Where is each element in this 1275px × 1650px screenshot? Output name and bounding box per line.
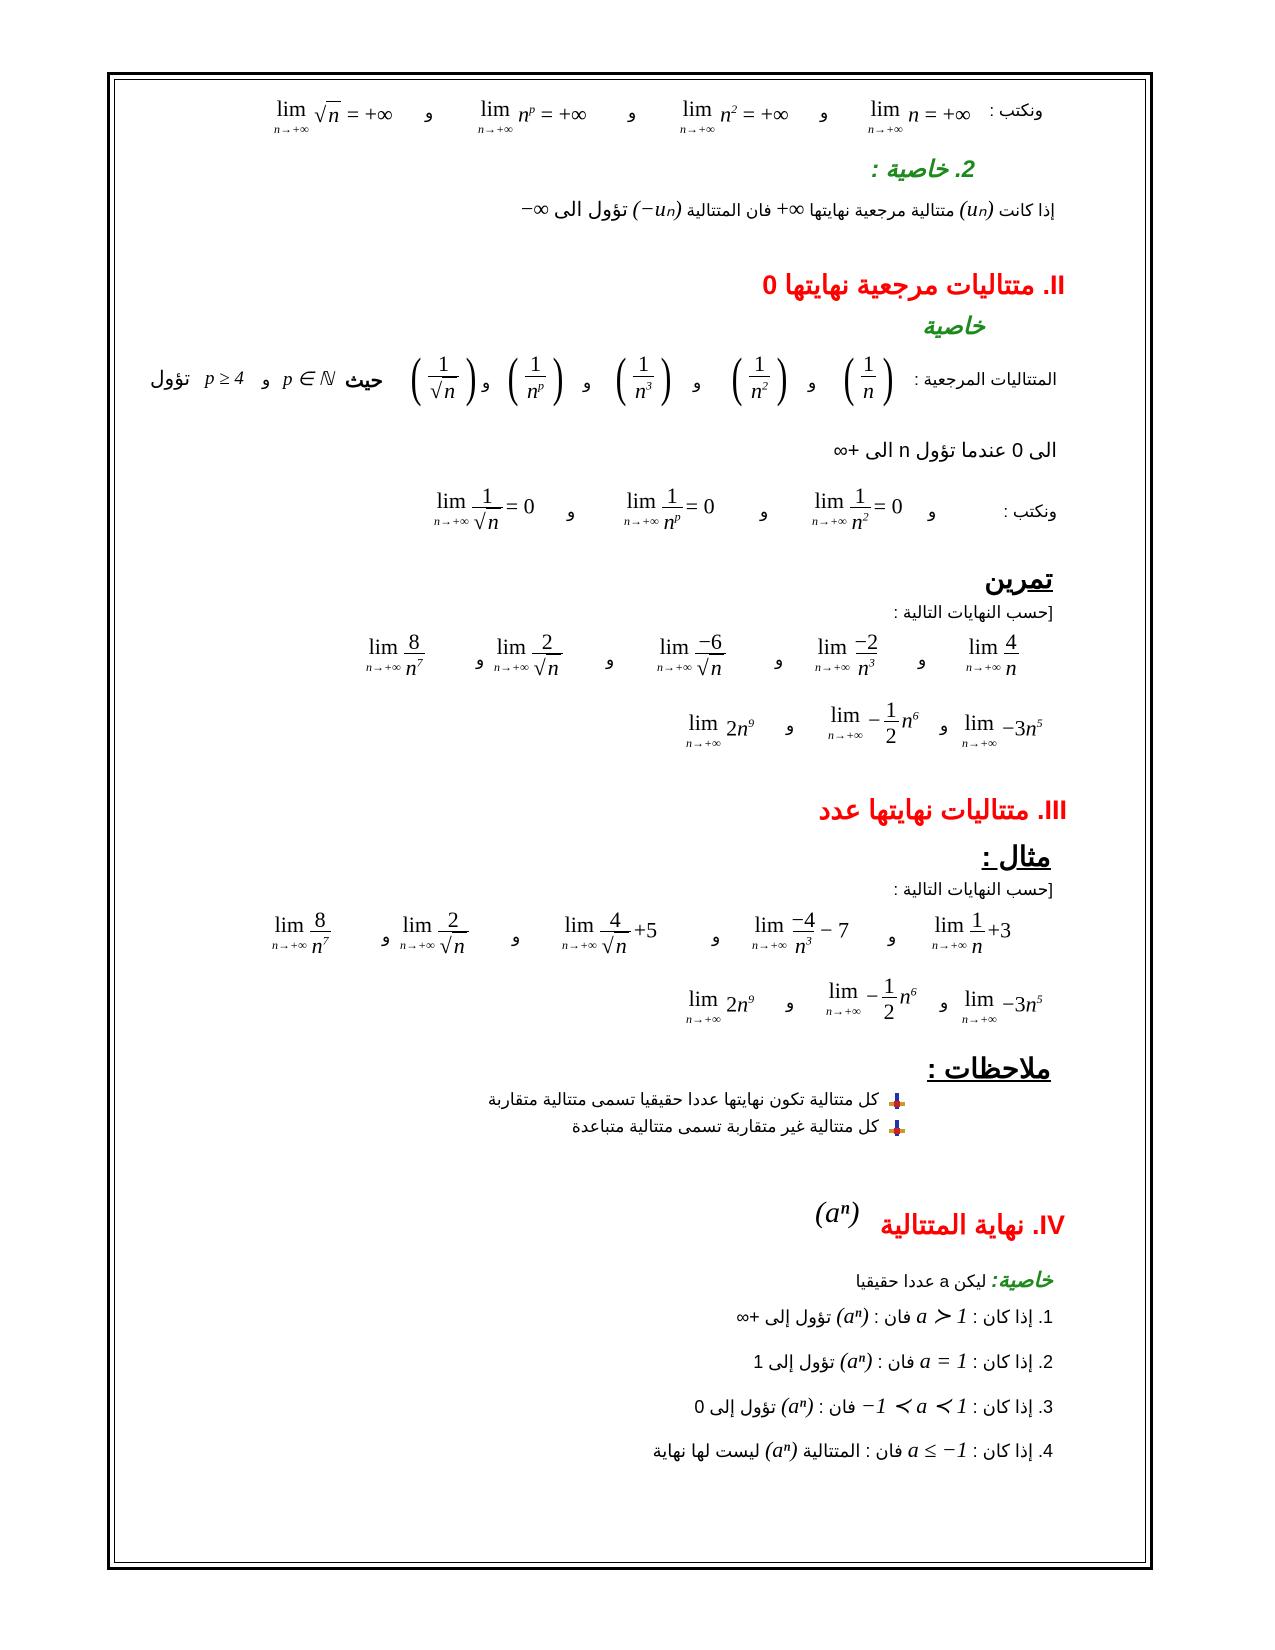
section-4-sequence: (aⁿ): [815, 1196, 860, 1229]
intro-prefix: ونكتب :: [989, 101, 1043, 120]
section-4-property: خاصية: ليكن a عددا حقيقيا: [855, 1269, 1053, 1292]
condition-p-ge-4: p ≥ 4: [205, 368, 244, 389]
exercise-instruction: [حسب النهايات التالية :: [893, 603, 1053, 622]
sequence-1-over-n3: ( $\frac{1}{n^3}$ ): [615, 347, 672, 407]
and-word: و: [940, 993, 949, 1012]
and-word: و: [760, 502, 769, 521]
limit-2-over-sqrtn: lim n→+∞ $\frac{2}{√n}$: [494, 630, 566, 679]
and-word: و: [820, 103, 829, 122]
tend-to-zero-line: الى 0 عندما تؤول n الى +∞: [833, 440, 1057, 462]
note-item: كل متتالية تكون نهايتها عددا حقيقيا تسمى متتالية متقاربة: [488, 1090, 905, 1110]
and-word: و: [693, 373, 702, 392]
and-word: و: [940, 716, 949, 735]
limit-expr: lim n→+∞ $n^p$ = +∞: [478, 96, 587, 136]
limit-expr: lim n→+∞ n = +∞: [868, 96, 971, 136]
limit-1-over-n-plus-3: lim n→+∞ $\frac{1}{n}$ +3: [932, 907, 1012, 959]
and-word: و: [712, 927, 721, 946]
and-word: و: [482, 373, 491, 392]
limit-1-over-n2: lim n→+∞ $\frac{1}{n^2}$ = 0: [812, 483, 903, 535]
limit-2-over-sqrtn: lim n→+∞ $\frac{2}{√n}$: [400, 908, 472, 957]
and-word: و: [606, 650, 615, 669]
limit-2n9: lim n→+∞ $2n^9$: [686, 710, 755, 750]
limit-1-over-np: lim n→+∞ $\frac{1}{n^p}$ = 0: [624, 483, 715, 535]
and-word: و: [775, 650, 784, 669]
limit-minus6-over-sqrtn: lim n→+∞ $\frac{-6}{√n}$: [657, 630, 729, 679]
limit-minus3n5: lim n→+∞ $-3n^5$: [962, 986, 1043, 1026]
and-word: و: [567, 502, 576, 521]
and-word: و: [262, 370, 271, 389]
sequence-1-over-sqrtn: ( $\frac{1}{√n}$ ): [410, 347, 477, 407]
property-2-title: 2. خاصية :: [871, 156, 975, 183]
and-word: و: [918, 650, 927, 669]
note-item: كل متتالية غير متقاربة تسمى متتالية متباعدة: [572, 1117, 905, 1137]
case-item: 2. إذا كان : a = 1 فان : (aⁿ) تؤول إلى 1: [753, 1348, 1053, 1373]
section-3-title: III. متتاليات نهايتها عدد: [818, 795, 1067, 825]
property-2-text: إذا كانت (uₙ) متتالية مرجعية نهايتها +∞ فان المتتالية (−uₙ) تؤول الى −∞: [520, 196, 1055, 221]
and-word: و: [512, 927, 521, 946]
limit-2n9: lim n→+∞ $2n^9$: [686, 986, 755, 1026]
limit-4-over-n: lim n→+∞ $\frac{4}{n}$: [966, 629, 1017, 681]
limit-minus-half-n6: lim n→+∞ − $\frac{1}{2}$ $n^6$: [826, 973, 917, 1025]
limit-minus4-over-n3-minus7: lim n→+∞ $\frac{-4}{n^3}$ − 7: [752, 907, 849, 959]
sequence-1-over-n2: ( $\frac{1}{n^2}$ ): [731, 347, 788, 407]
and-word: و: [425, 103, 434, 122]
and-word: و: [888, 927, 897, 946]
limit-expr: lim n→+∞ √n = +∞: [274, 96, 393, 136]
and-word: و: [786, 993, 795, 1012]
condition-p-natural: p ∈ ℕ: [283, 369, 334, 390]
case-item: 1. إذا كان : a ≻ 1 فان : (aⁿ) تؤول إلى +∞: [736, 1303, 1053, 1328]
section-2-subtitle: خاصية: [922, 313, 985, 340]
section-4-title: IV. نهاية المتتالية: [880, 1210, 1065, 1240]
section-2-title: II. متتاليات مرجعية نهايتها 0: [762, 270, 1065, 300]
sequence-1-over-n: ( $\frac{1}{n}$ ): [843, 347, 894, 407]
case-item: 3. إذا كان : −1 ≺ a ≺ 1 فان : (aⁿ) تؤول إلى 0: [694, 1393, 1053, 1418]
limit-minus3n5: lim n→+∞ $-3n^5$: [962, 710, 1043, 750]
where-word: حيث: [345, 370, 384, 392]
and-word: و: [928, 502, 937, 521]
write-prefix: ونكتب :: [1003, 502, 1057, 521]
limit-4-over-sqrtn-plus5: lim n→+∞ $\frac{4}{√n}$ +5: [562, 907, 658, 959]
limit-1-over-sqrtn: lim n→+∞ $\frac{1}{√n}$ = 0: [434, 483, 535, 535]
limit-minus-half-n6: lim n→+∞ − $\frac{1}{2}$ $n^6$: [828, 697, 919, 749]
limit-minus2-over-n3: lim n→+∞ $\frac{-2}{n^3}$: [815, 629, 879, 681]
limit-8-over-n7: lim n→+∞ $\frac{8}{n^7}$: [366, 629, 423, 681]
notes-title: ملاحظات :: [927, 1053, 1051, 1084]
limit-8-over-n7: lim n→+∞ $\frac{8}{n^7}$: [272, 907, 329, 959]
and-word: و: [786, 716, 795, 735]
sequence-1-over-np: ( $\frac{1}{n^p}$ ): [507, 347, 564, 407]
and-word: و: [382, 927, 391, 946]
example-instruction: [حسب النهايات التالية :: [893, 880, 1053, 899]
example-title: مثال :: [981, 841, 1051, 872]
tend-word: تؤول: [150, 368, 191, 390]
reference-sequences-label: المتتاليات المرجعية :: [914, 370, 1057, 389]
case-item: 4. إذا كان : a ≤ −1 فان : المتتالية (aⁿ) ليست لها نهاية: [652, 1437, 1053, 1462]
and-word: و: [583, 373, 592, 392]
limit-expr: lim n→+∞ $n^2$ = +∞: [680, 96, 789, 136]
exercise-title: تمرين: [984, 563, 1053, 594]
bullet-icon: [889, 1120, 905, 1136]
and-word: و: [476, 650, 485, 669]
and-word: و: [628, 103, 637, 122]
bullet-icon: [889, 1093, 905, 1109]
and-word: و: [808, 373, 817, 392]
